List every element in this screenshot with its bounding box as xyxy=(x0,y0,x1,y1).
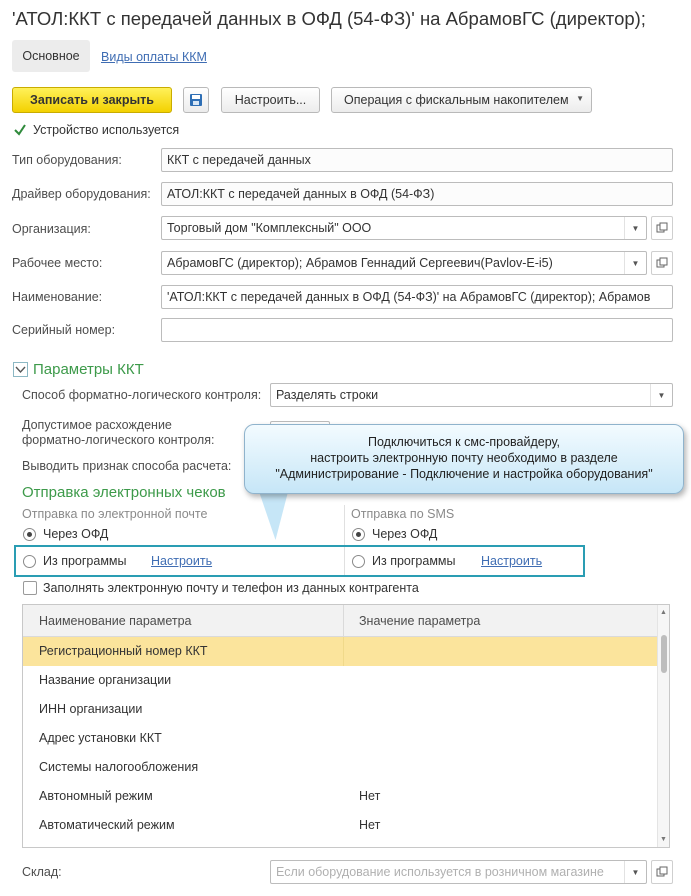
table-row[interactable] xyxy=(23,724,659,753)
open-external-icon xyxy=(656,222,668,234)
sms-configure-link[interactable]: Настроить xyxy=(481,554,543,568)
serial-label: Серийный номер: xyxy=(12,323,116,337)
email-configure-link[interactable]: Настроить xyxy=(151,554,213,568)
configure-button[interactable]: Настроить... xyxy=(221,87,320,113)
chevron-down-icon xyxy=(14,363,27,376)
row-name: ИНН организации xyxy=(39,702,143,716)
flc-tolerance-label-line2: форматно-логического контроля: xyxy=(22,433,215,447)
name-input[interactable]: 'АТОЛ:ККТ с передачей данных в ОФД (54-ФЗ)' на АбрамовГС (директор); Абрамов xyxy=(161,285,673,309)
email-via-ofd-label: Через ОФД xyxy=(43,527,109,541)
name-label: Наименование: xyxy=(12,290,103,304)
window-title: 'АТОЛ:ККТ с передачей данных в ОФД (54-ФЗ)' на АбрамовГС (директор); xyxy=(12,8,646,29)
fiscal-storage-operation-dropdown[interactable] xyxy=(331,87,592,113)
warehouse-field[interactable] xyxy=(270,860,647,884)
row-name: Регистрационный номер ККТ xyxy=(39,644,208,658)
tab-payment-types[interactable]: Виды оплаты ККМ xyxy=(101,50,207,64)
e-receipts-title: Отправка электронных чеков xyxy=(22,484,226,501)
column-header-name[interactable]: Наименование параметра xyxy=(39,614,192,628)
row-name: Системы налогообложения xyxy=(39,760,199,774)
tab-main[interactable]: Основное xyxy=(12,40,90,72)
driver-label: Драйвер оборудования: xyxy=(12,187,151,201)
collapse-kkt-params-toggle[interactable] xyxy=(13,362,28,377)
row-value: Нет xyxy=(359,818,381,832)
highlight-frame xyxy=(14,545,585,577)
fiscal-storage-operation-label: Операция с фискальным накопителем xyxy=(344,93,569,107)
email-via-ofd-radio[interactable] xyxy=(23,528,36,541)
row-value: Нет xyxy=(359,789,381,803)
flc-method-value: Разделять строки xyxy=(276,388,379,402)
column-header-value[interactable]: Значение параметра xyxy=(359,614,481,628)
table-row[interactable] xyxy=(23,811,659,840)
equipment-type-label: Тип оборудования: xyxy=(12,153,122,167)
callout-pointer xyxy=(258,490,295,540)
callout-line2: настроить электронную почту необходимо в разделе xyxy=(310,451,618,465)
row-name: Адрес установки ККТ xyxy=(39,731,162,745)
organization-label: Организация: xyxy=(12,222,91,236)
chevron-down-icon[interactable]: ▼ xyxy=(624,217,646,239)
workplace-field[interactable] xyxy=(161,251,647,275)
flc-method-label: Способ форматно-логического контроля: xyxy=(22,388,262,402)
chevron-down-icon[interactable]: ▼ xyxy=(624,861,646,883)
column-divider xyxy=(343,605,344,637)
payment-flag-label: Выводить признак способа расчета: xyxy=(22,459,232,473)
open-workplace-button[interactable] xyxy=(651,251,673,275)
email-from-program-label: Из программы xyxy=(43,554,127,568)
sms-section-title: Отправка по SMS xyxy=(351,507,455,521)
cell-divider xyxy=(343,637,344,666)
sms-via-ofd-label: Через ОФД xyxy=(372,527,438,541)
warehouse-placeholder: Если оборудование используется в розничном магазине xyxy=(276,865,604,879)
serial-input[interactable] xyxy=(161,318,673,342)
scroll-down-icon[interactable]: ▼ xyxy=(660,836,667,843)
callout-line3: "Администрирование - Подключение и настройка оборудования" xyxy=(275,467,653,481)
checkmark-icon xyxy=(13,123,27,137)
device-used-label: Устройство используется xyxy=(33,123,180,137)
table-scrollbar[interactable] xyxy=(657,605,669,847)
scroll-thumb[interactable] xyxy=(661,635,667,673)
email-section-title: Отправка по электронной почте xyxy=(22,507,208,521)
params-table[interactable] xyxy=(22,604,670,848)
open-external-icon xyxy=(656,866,668,878)
chevron-down-icon: ▼ xyxy=(576,94,584,103)
tooltip-callout xyxy=(244,424,684,494)
table-row[interactable] xyxy=(23,695,659,724)
row-name: Название организации xyxy=(39,673,172,687)
save-button[interactable] xyxy=(183,87,209,113)
save-and-close-button[interactable]: Записать и закрыть xyxy=(12,87,172,113)
open-organization-button[interactable] xyxy=(651,216,673,240)
table-row[interactable] xyxy=(23,782,659,811)
driver-field: АТОЛ:ККТ с передачей данных в ОФД (54-ФЗ) xyxy=(161,182,673,206)
workplace-label: Рабочее место: xyxy=(12,256,103,270)
sms-from-program-label: Из программы xyxy=(372,554,456,568)
open-external-icon xyxy=(656,257,668,269)
organization-field[interactable] xyxy=(161,216,647,240)
fill-contacts-checkbox[interactable] xyxy=(23,581,37,595)
chevron-down-icon[interactable]: ▼ xyxy=(650,384,672,406)
table-row[interactable] xyxy=(23,666,659,695)
warehouse-label: Склад: xyxy=(22,865,62,879)
sms-via-ofd-radio[interactable] xyxy=(352,528,365,541)
floppy-disk-icon xyxy=(189,93,203,107)
scroll-up-icon[interactable]: ▲ xyxy=(660,609,667,616)
chevron-down-icon[interactable]: ▼ xyxy=(624,252,646,274)
table-row[interactable] xyxy=(23,637,659,666)
table-row[interactable] xyxy=(23,753,659,782)
fill-contacts-label: Заполнять электронную почту и телефон из данных контрагента xyxy=(43,581,419,595)
organization-value: Торговый дом "Комплексный" ООО xyxy=(167,221,372,235)
callout-line1: Подключиться к смс-провайдеру, xyxy=(367,435,561,449)
open-warehouse-button[interactable] xyxy=(651,860,673,884)
workplace-value: АбрамовГС (директор); Абрамов Геннадий Сергеевич(Pavlov-E-i5) xyxy=(167,256,553,270)
kkt-params-title: Параметры ККТ xyxy=(33,361,144,378)
equipment-type-field: ККТ с передачей данных xyxy=(161,148,673,172)
row-name: Автоматический режим xyxy=(39,818,175,832)
device-used-checkbox[interactable] xyxy=(13,123,27,137)
row-name: Автономный режим xyxy=(39,789,153,803)
flc-method-select[interactable] xyxy=(270,383,673,407)
table-header xyxy=(23,605,669,637)
flc-tolerance-label-line1: Допустимое расхождение xyxy=(22,418,172,432)
